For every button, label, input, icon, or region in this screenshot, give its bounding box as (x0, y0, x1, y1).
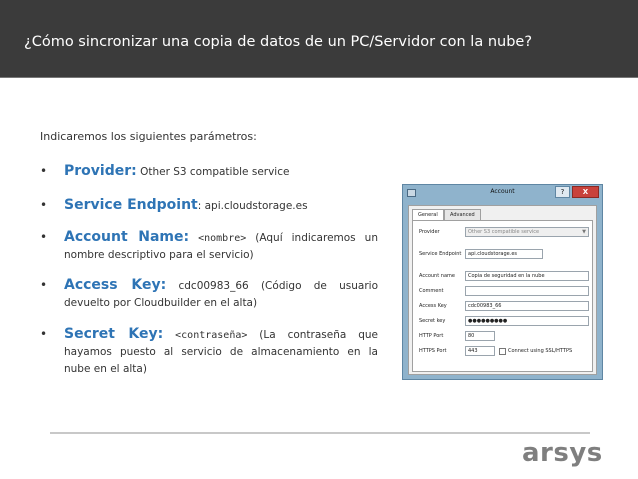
footer-divider (50, 432, 590, 434)
desc-secret-key-line2: hayamos puesto al servicio de almacenamiento en la (64, 346, 378, 358)
comment-input[interactable] (465, 286, 589, 296)
general-panel (412, 220, 593, 372)
desc-service-endpoint: : api.cloudstorage.es (197, 200, 308, 212)
term-account-name: Account Name: (64, 229, 190, 245)
bullet-icon: • (40, 164, 48, 178)
bullet-icon: • (40, 278, 48, 292)
dialog-title: Account (490, 188, 515, 195)
http-port-label: HTTP Port (419, 333, 444, 339)
endpoint-label: Service Endpoint (419, 251, 462, 257)
slide-header (0, 0, 638, 78)
desc-account-name-line2: nombre descriptivo para el servicio) (64, 249, 254, 261)
term-secret-key: Secret Key: (64, 326, 164, 342)
close-button[interactable]: X (572, 186, 599, 198)
bullet-icon: • (40, 327, 48, 341)
provider-label: Provider (419, 229, 440, 235)
list-item-access-key (40, 277, 378, 312)
bullet-icon: • (40, 230, 48, 244)
dialog-body (408, 205, 597, 375)
desc-provider: Other S3 compatible service (140, 166, 290, 178)
provider-select[interactable] (465, 227, 589, 237)
provider-value: Other S3 compatible service (468, 229, 540, 235)
endpoint-input[interactable]: api.cloudstorage.es (465, 249, 543, 259)
list-item-service-endpoint (40, 197, 378, 215)
comment-label: Comment (419, 288, 444, 294)
desc-secret-key-line3: nube en el alta) (64, 363, 147, 375)
list-item-account-name (40, 229, 378, 264)
list-item-provider (40, 163, 378, 181)
desc-account-name-code: <nombre> (198, 233, 247, 244)
arsys-logo: arsys (522, 438, 603, 468)
account-name-label: Account name (419, 273, 455, 279)
chevron-down-icon: ▼ (582, 229, 586, 235)
term-provider: Provider: (64, 163, 137, 179)
term-service-endpoint: Service Endpoint (64, 197, 198, 213)
secret-key-input[interactable]: ●●●●●●●●● (465, 316, 589, 326)
https-port-label: HTTPS Port (419, 348, 447, 354)
tab-advanced[interactable]: Advanced (444, 209, 481, 220)
access-key-input[interactable]: cdc00983_66 (465, 301, 589, 311)
ssl-checkbox[interactable] (499, 348, 506, 355)
desc-secret-key-line1: (La contraseña que (259, 329, 378, 341)
desc-account-name-line1: (Aquí indicaremos un (255, 232, 378, 244)
desc-access-key-line1: cdc00983_66 (Código de usuario (178, 280, 378, 292)
help-button[interactable]: ? (555, 186, 570, 198)
tab-general[interactable]: General (412, 209, 444, 221)
secret-key-label: Secret key (419, 318, 446, 324)
intro-text: Indicaremos los siguientes parámetros: (40, 130, 257, 143)
https-port-input[interactable]: 443 (465, 346, 495, 356)
http-port-input[interactable]: 80 (465, 331, 495, 341)
slide-title: ¿Cómo sincronizar una copia de datos de un PC/Servidor con la nube? (24, 34, 533, 50)
term-access-key: Access Key: (64, 277, 167, 293)
account-dialog (402, 184, 603, 380)
desc-access-key-line2: devuelto por Cloudbuilder en el alta) (64, 297, 258, 309)
access-key-label: Access Key (419, 303, 447, 309)
dialog-titlebar (403, 185, 602, 201)
desc-secret-key-code: <contraseña> (175, 330, 248, 341)
bullet-icon: • (40, 198, 48, 212)
account-name-input[interactable]: Copia de seguridad en la nube (465, 271, 589, 281)
ssl-checkbox-label: Connect using SSL/HTTPS (508, 348, 573, 354)
list-item-secret-key (40, 326, 378, 378)
